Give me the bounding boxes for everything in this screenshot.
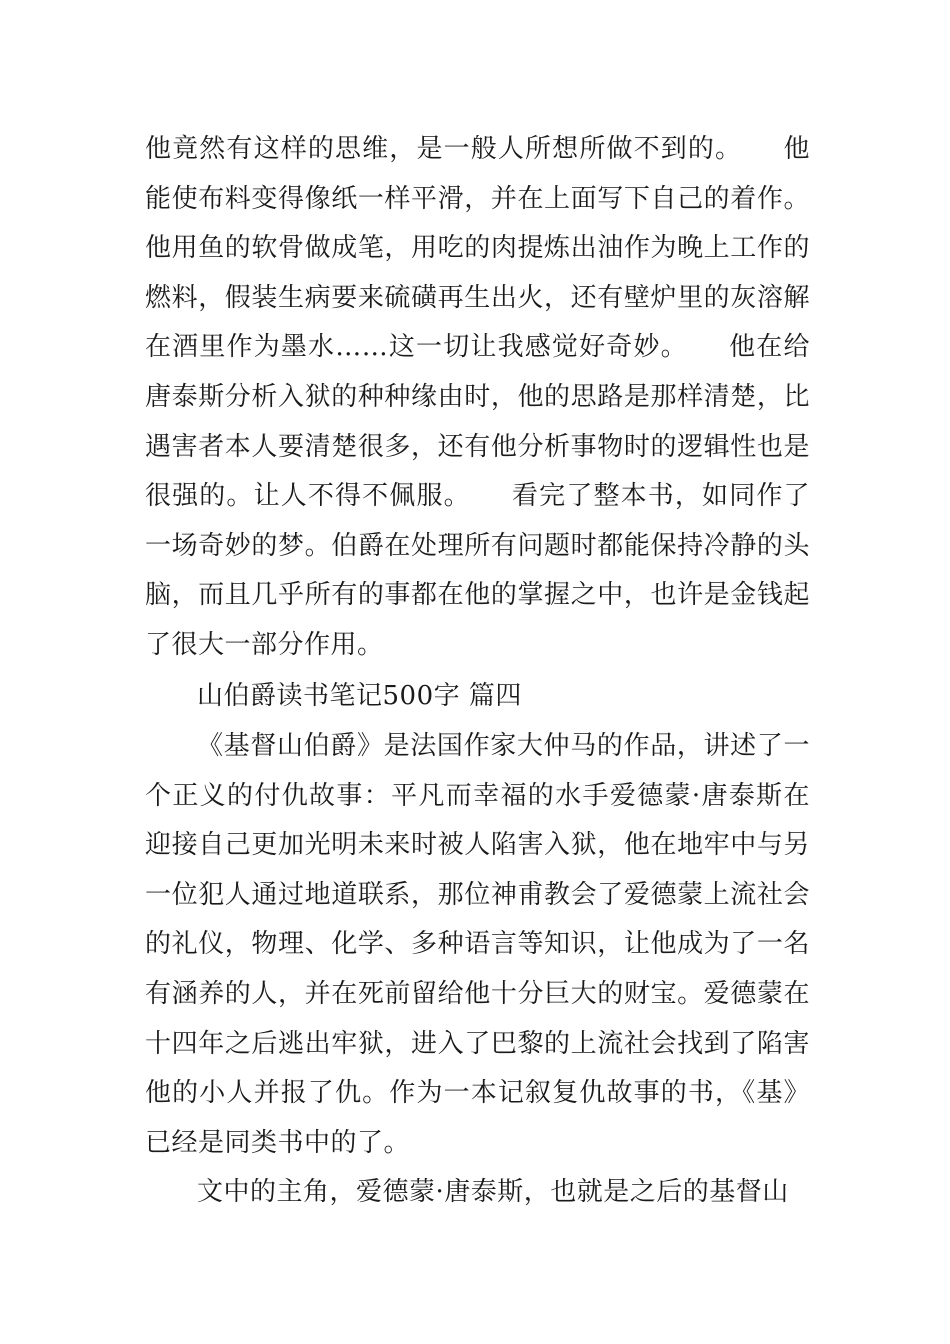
section-heading-text: 山伯爵读书笔记500字 篇四 [197,681,522,711]
paragraph-intro [145,722,810,1168]
paragraph-continued [145,125,810,671]
paragraph-text: 《基督山伯爵》是法国作家大仲马的作品，讲述了一个正义的付仇故事：平凡而幸福的水手爱德蒙·唐泰斯在迎接自己更加光明未来时被人陷害入狱，他在地牢中与另一位犯人通过地道联系，那位神甫教会了爱德蒙上流社会的礼仪，物理、化学、多种语言等知识，让他成为了一名有涵养的人，并在死前留给他十分巨大的财宝。爱德蒙在十四年之后逃出牢狱，进入了巴黎的上流社会找到了陷害他的小人并报了仇。作为一本记叙复仇故事的书，《基》已经是同类书中的了。 [145,731,810,1158]
paragraph-protagonist [145,1168,810,1218]
paragraph-text: 他竟然有这样的思维，是一般人所想所做不到的。 他能使布料变得像纸一样平滑，并在上面写下自己的着作。他用鱼的软骨做成笔，用吃的肉提炼出油作为晚上工作的燃料，假装生病要来硫磺再生出火，还有壁炉里的灰溶解在酒里作为墨水……这一切让我感觉好奇妙。 他在给唐泰斯分析入狱的种种缘由时，他的思路是那样清楚，比遇害者本人要清楚很多，还有他分析事物时的逻辑性也是很强的。让人不得不佩服。 看完了整本书，如同作了一场奇妙的梦。伯爵在处理所有问题时都能保持冷静的头脑，而且几乎所有的事都在他的掌握之中，也许是金钱起了很大一部分作用。 [145,134,810,660]
paragraph-text: 文中的主角，爱德蒙·唐泰斯，也就是之后的基督山 [197,1177,789,1207]
section-heading [145,672,810,722]
